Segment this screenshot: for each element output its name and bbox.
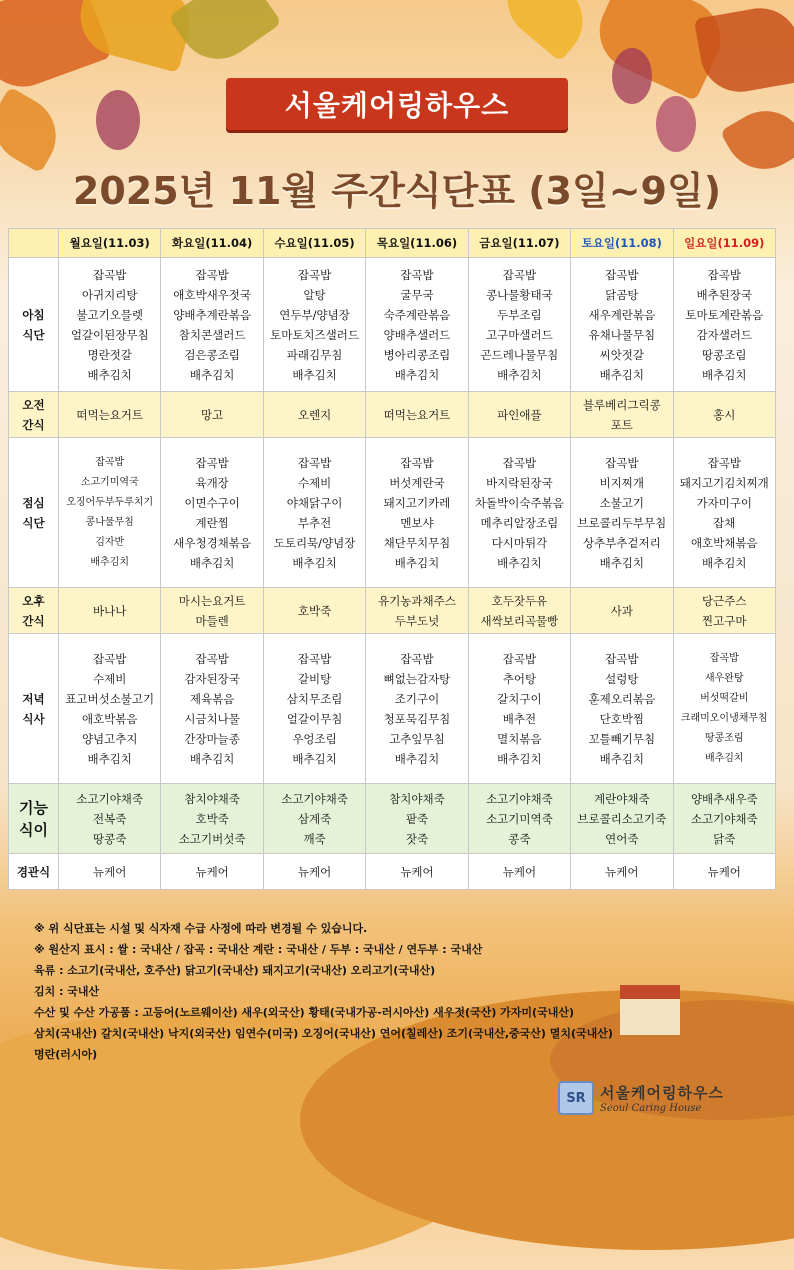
- row-label: 경관식: [9, 854, 59, 890]
- menu-cell: 잡곡밥 비지찌개 소불고기 브로콜리두부무침 상추부추겉저리 배추김치: [571, 438, 673, 588]
- menu-cell: 마시는요거트 마들렌: [161, 588, 263, 634]
- day-header-row: [9, 229, 776, 258]
- menu-cell: 잡곡밥 갈비탕 삼치무조림 얼갈이무침 우엉조림 배추김치: [263, 634, 365, 784]
- menu-cell: 잡곡밥 추어탕 갈치구이 배추전 멸치볶음 배추김치: [468, 634, 570, 784]
- menu-cell: 잡곡밥 콩나물황태국 두부조림 고구마샐러드 곤드레나물무침 배추김치: [468, 258, 570, 392]
- menu-cell: 홍시: [673, 392, 775, 438]
- menu-cell: 소고기야채죽 소고기미역죽 콩죽: [468, 784, 570, 854]
- day-header-sat: 토요일(11.08): [571, 229, 673, 258]
- row-label: 기능 식이: [9, 784, 59, 854]
- note-line: 명란(러시아): [34, 1048, 98, 1061]
- page-title: 2025년 11월 주간식단표 (3일~9일): [72, 169, 722, 213]
- row-label: 오후 간식: [9, 588, 59, 634]
- menu-row-afternoon-snack: [9, 588, 776, 634]
- menu-cell: 뉴케어: [366, 854, 468, 890]
- menu-cell: 잡곡밥 애호박새우젓국 양배추계란볶음 참치콘샐러드 검은콩조림 배추김치: [161, 258, 263, 392]
- row-label: 저녁 식사: [9, 634, 59, 784]
- note-line: 육류 : 소고기(국내산, 호주산) 닭고기(국내산) 돼지고기(국내산) 오리고기(국내산): [34, 964, 436, 977]
- menu-cell: 참치야채죽 호박죽 소고기버섯죽: [161, 784, 263, 854]
- menu-cell: 뉴케어: [263, 854, 365, 890]
- row-label: 점심 식단: [9, 438, 59, 588]
- menu-cell: 잡곡밥 설렁탕 훈제오리볶음 단호박찜 꼬틀빼기무침 배추김치: [571, 634, 673, 784]
- day-header-wed: 수요일(11.05): [263, 229, 365, 258]
- menu-cell: 잡곡밥 배추된장국 토마토계란볶음 감자샐러드 땅콩조림 배추김치: [673, 258, 775, 392]
- logo-korean-name: 서울케어링하우스: [600, 1084, 724, 1102]
- menu-cell: 잡곡밥 버섯계란국 돼지고기카레 멘보샤 채단무치무침 배추김치: [366, 438, 468, 588]
- day-header-sun: 일요일(11.09): [673, 229, 775, 258]
- day-header-fri: 금요일(11.07): [468, 229, 570, 258]
- menu-cell: 뉴케어: [59, 854, 161, 890]
- menu-cell: 유기농과채주스 두부도넛: [366, 588, 468, 634]
- menu-cell: 떠먹는요거트: [366, 392, 468, 438]
- day-header-thu: 목요일(11.06): [366, 229, 468, 258]
- menu-cell: 잡곡밥 굴무국 숙주계란볶음 양배추샐러드 병아리콩조림 배추김치: [366, 258, 468, 392]
- menu-cell: 호박죽: [263, 588, 365, 634]
- menu-cell: 잡곡밥 새우완탕 버섯떡갈비 크래미오이냉채무침 땅콩조림 배추김치: [673, 634, 775, 784]
- notes-section: [34, 918, 754, 1065]
- menu-cell: 블루베리그릭콩 포트: [571, 392, 673, 438]
- weekly-menu-table: [8, 228, 776, 890]
- menu-cell: 바나나: [59, 588, 161, 634]
- note-line: 수산 및 수산 가공품 : 고등어(노르웨이산) 새우(외국산) 황태(국내가공-러시아산) 새우젓(국산) 가자미(국내산): [34, 1006, 574, 1019]
- row-label: 아침 식단: [9, 258, 59, 392]
- row-label: 오전 간식: [9, 392, 59, 438]
- footer-logo: [558, 1080, 778, 1116]
- menu-row-breakfast: [9, 258, 776, 392]
- menu-cell: 소고기야채죽 삼계죽 깨죽: [263, 784, 365, 854]
- menu-cell: 잡곡밥 수제비 표고버섯소불고기 애호박볶음 양념고추지 배추김치: [59, 634, 161, 784]
- facility-banner: [226, 78, 568, 130]
- note-line: ※ 원산지 표시 : 쌀 : 국내산 / 잡곡 : 국내산 계란 : 국내산 / 두부 : 국내산 / 연두부 : 국내산: [34, 943, 483, 956]
- menu-cell: 잡곡밥 감자된장국 제육볶음 시금치나물 간장마늘종 배추김치: [161, 634, 263, 784]
- menu-cell: 뉴케어: [673, 854, 775, 890]
- corner-cell: [9, 229, 59, 258]
- menu-cell: 사과: [571, 588, 673, 634]
- day-header-tue: 화요일(11.04): [161, 229, 263, 258]
- menu-row-dinner: [9, 634, 776, 784]
- menu-cell: 잡곡밥 바지락된장국 차돌박이숙주볶음 메추리알장조림 다시마튀각 배추김치: [468, 438, 570, 588]
- menu-cell: 뉴케어: [571, 854, 673, 890]
- menu-cell: 잡곡밥 알탕 연두부/양념장 토마토치즈샐러드 파래김무침 배추김치: [263, 258, 365, 392]
- menu-cell: 당근주스 찐고구마: [673, 588, 775, 634]
- logo-emblem-icon: SR: [558, 1081, 594, 1115]
- menu-cell: 뉴케어: [161, 854, 263, 890]
- menu-cell: 잡곡밥 수제비 야채닭구이 부추전 도토리묵/양념장 배추김치: [263, 438, 365, 588]
- menu-cell: 호두잣두유 새싹보리곡물빵: [468, 588, 570, 634]
- menu-cell: 잡곡밥 뼈없는감자탕 조기구이 청포묵김무침 고추잎무침 배추김치: [366, 634, 468, 784]
- menu-cell: 참치야채죽 팥죽 잣죽: [366, 784, 468, 854]
- menu-cell: 오렌지: [263, 392, 365, 438]
- menu-cell: 잡곡밥 돼지고기김치찌개 가자미구이 잡채 애호박채볶음 배추김치: [673, 438, 775, 588]
- note-line: 김치 : 국내산: [34, 985, 100, 998]
- menu-cell: 양배추새우죽 소고기야채죽 닭죽: [673, 784, 775, 854]
- menu-cell: 떠먹는요거트: [59, 392, 161, 438]
- menu-cell: 잡곡밥 육개장 이면수구이 계란찜 새우청경채볶음 배추김치: [161, 438, 263, 588]
- banner-text: 서울케어링하우스: [284, 89, 510, 122]
- note-line: 삼치(국내산) 갈치(국내산) 낙지(외국산) 임연수(미국) 오징어(국내산) 연어(칠레산) 조기(국내산,중국산) 멸치(국내산): [34, 1027, 613, 1040]
- menu-cell: 잡곡밥 아귀지리탕 불고기오믈렛 얼갈이된장무침 명란젓갈 배추김치: [59, 258, 161, 392]
- menu-cell: 소고기야채죽 전복죽 땅콩죽: [59, 784, 161, 854]
- menu-cell: 잡곡밥 소고기미역국 오징어두부두루치기 콩나물무침 김자반 배추김치: [59, 438, 161, 588]
- menu-row-tube-feeding: [9, 854, 776, 890]
- menu-cell: 잡곡밥 닭곰탕 새우계란볶음 유채나물무침 씨앗젓갈 배추김치: [571, 258, 673, 392]
- menu-cell: 뉴케어: [468, 854, 570, 890]
- menu-cell: 망고: [161, 392, 263, 438]
- note-line: ※ 위 식단표는 시설 및 식자재 수급 사정에 따라 변경될 수 있습니다.: [34, 922, 368, 935]
- menu-row-morning-snack: [9, 392, 776, 438]
- menu-cell: 파인애플: [468, 392, 570, 438]
- day-header-mon: 월요일(11.03): [59, 229, 161, 258]
- logo-english-name: Seoul Caring House: [600, 1103, 702, 1114]
- menu-row-special-diet: [9, 784, 776, 854]
- menu-row-lunch: [9, 438, 776, 588]
- menu-cell: 계란야채죽 브로콜리소고기죽 연어죽: [571, 784, 673, 854]
